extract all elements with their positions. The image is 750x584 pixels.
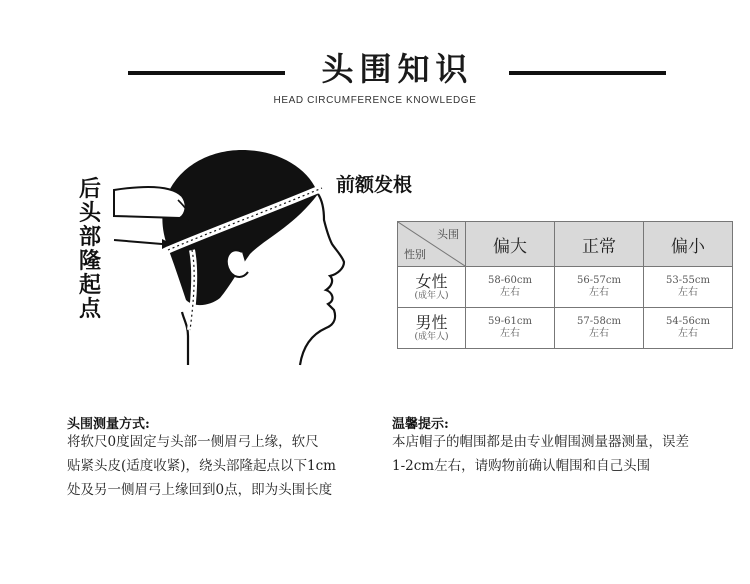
title-left-rule — [128, 71, 285, 75]
size-range: 59-61cm — [488, 316, 532, 327]
gender-cell — [398, 267, 466, 308]
face-profile — [300, 194, 344, 365]
size-range: 56-57cm — [577, 275, 621, 286]
column-header: 偏大 — [466, 222, 555, 267]
tips-body — [392, 430, 689, 478]
hand-shape — [114, 187, 186, 218]
size-note: 左右 — [678, 287, 698, 298]
gender-name: 男性 — [415, 312, 448, 332]
head-measurement-illustration — [70, 140, 370, 370]
column-header: 偏小 — [644, 222, 733, 267]
method-line: 贴紧头皮(适度收紧)，绕头部隆起点以下1cm — [67, 458, 336, 474]
size-table — [397, 221, 733, 349]
tips-title: 温馨提示: — [392, 417, 449, 432]
table-row — [398, 267, 733, 308]
column-header: 正常 — [555, 222, 644, 267]
size-cell — [555, 267, 644, 308]
method-line: 将软尺0度固定与头部一侧眉弓上缘，软尺 — [67, 434, 319, 450]
size-note: 左右 — [500, 287, 520, 298]
size-cell — [644, 267, 733, 308]
back-head-label: 后头部隆起点 — [78, 177, 101, 322]
title-right-rule — [509, 71, 666, 75]
size-cell — [466, 308, 555, 349]
corner-bottom-label: 性别 — [404, 248, 426, 261]
gender-note: (成年人) — [414, 290, 449, 301]
table-row — [398, 308, 733, 349]
forehead-label: 前额发根 — [336, 174, 413, 196]
size-range: 58-60cm — [488, 275, 532, 286]
size-cell — [555, 308, 644, 349]
size-note: 左右 — [589, 328, 609, 339]
table-corner-cell — [398, 222, 466, 267]
page-title: 头围知识 — [321, 50, 474, 88]
tips-line: 本店帽子的帽围都是由专业帽围测量器测量，误差 — [392, 434, 689, 450]
gender-name: 女性 — [415, 271, 448, 291]
size-cell — [644, 308, 733, 349]
size-note: 左右 — [678, 328, 698, 339]
gender-cell — [398, 308, 466, 349]
size-cell — [466, 267, 555, 308]
size-range: 53-55cm — [666, 275, 710, 286]
hair-shape — [162, 150, 318, 305]
page-subtitle: HEAD CIRCUMFERENCE KNOWLEDGE — [273, 95, 477, 106]
tips-line: 1-2cm左右，请购物前确认帽围和自己头围 — [392, 458, 651, 474]
corner-top-label: 头围 — [437, 228, 459, 241]
size-note: 左右 — [589, 287, 609, 298]
gender-note: (成年人) — [414, 331, 449, 342]
method-body — [67, 430, 336, 502]
method-line: 处及另一侧眉弓上缘回到0点，即为头围长度 — [67, 482, 333, 498]
size-range: 54-56cm — [666, 316, 710, 327]
method-title: 头围测量方式: — [67, 417, 150, 432]
size-range: 57-58cm — [577, 316, 621, 327]
size-note: 左右 — [500, 328, 520, 339]
table-header-row — [398, 222, 733, 267]
